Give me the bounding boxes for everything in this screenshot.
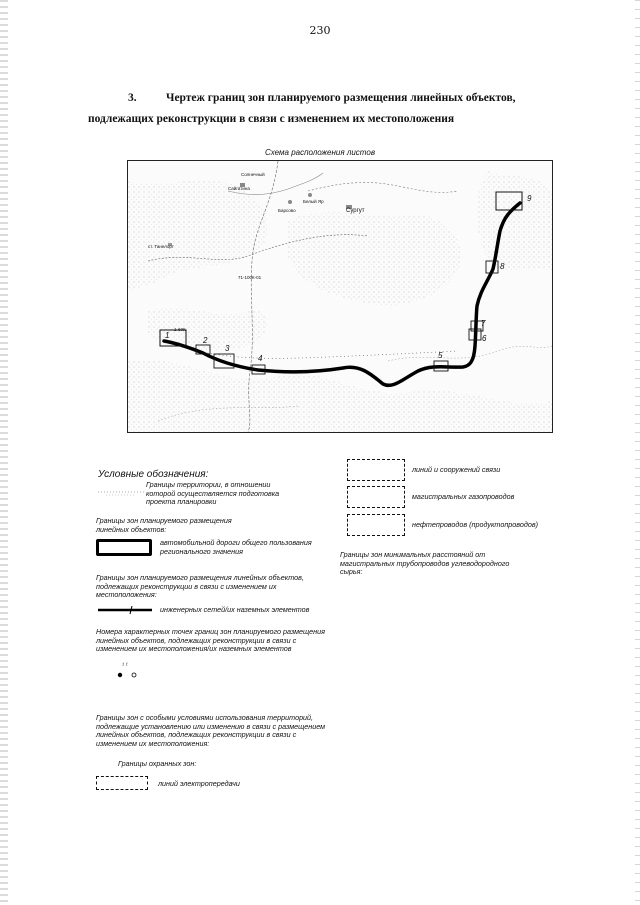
map-caption: Схема расположения листов xyxy=(264,148,376,157)
sheet-number-6: 6 xyxy=(482,334,487,343)
legend-gas: магистральных газопроводов xyxy=(412,492,515,501)
place-label: Сургут xyxy=(346,208,365,214)
point-marker-labels: ¹ ¹ xyxy=(122,663,128,669)
section-number: 3. xyxy=(128,92,137,104)
legend-heading: Условные обозначения: xyxy=(98,469,209,480)
map-drawing xyxy=(128,161,552,432)
point-marker-symbols xyxy=(116,664,146,680)
sheet-number-2: 2 xyxy=(203,336,208,345)
place-label: Белый Яр xyxy=(303,199,324,204)
legend-points-heading: Номера характерных точек границ зон планируемого размещения линейных объектов, подлежащих реконструкции в связи с изменением их местоположения/их наземных элементов xyxy=(96,627,325,653)
terrain-area xyxy=(288,212,461,305)
sheet-layout-map xyxy=(127,160,553,433)
legend-power-lines: линий электропередачи xyxy=(158,779,240,788)
legend-min-distance: Границы зон минимальных расстояний от магистральных трубопроводов углеводородного сырья: xyxy=(340,550,510,576)
legend-road: автомобильной дороги общего пользования регионального значения xyxy=(160,538,312,556)
gas-zone-symbol xyxy=(347,486,405,508)
oil-zone-symbol xyxy=(347,514,405,536)
sheet-number-3: 3 xyxy=(225,344,230,353)
sheet-number-7: 7 xyxy=(481,319,486,328)
page-number: 230 xyxy=(309,24,331,37)
legend-engineering: инженерных сетей/их наземных элементов xyxy=(160,605,310,614)
power-line-zone-symbol xyxy=(96,776,148,790)
legend-oil: нефтепроводов (продуктопроводов) xyxy=(412,520,538,529)
legend-reconstruction-heading: Границы зон планируемого размещения линейных объектов, подлежащих реконструкции в связи с изменением их местоположения: xyxy=(96,573,304,599)
legend-zones-heading: Границы зон планируемого размещения линейных объектов: xyxy=(96,516,232,534)
place-label: Солнечный xyxy=(241,172,265,177)
place-label: Сайгатина xyxy=(228,186,250,191)
place-label: 71-100К-01 xyxy=(238,275,262,280)
scan-edge-left xyxy=(0,0,8,905)
legend-territory-boundary: Границы территории, в отношении которой осуществляется подготовка проекта планировки xyxy=(146,480,280,506)
section-title-line1: Чертеж границ зон планируемого размещения линейных объектов, xyxy=(166,92,516,104)
section-title xyxy=(88,88,608,130)
scan-edge-right xyxy=(635,0,640,905)
sheet-number-5: 5 xyxy=(438,351,443,360)
engineering-zone-symbol xyxy=(96,604,156,616)
sheet-number-9: 9 xyxy=(527,194,532,203)
sheet-number-4: 4 xyxy=(258,354,263,363)
terrain-area xyxy=(148,308,267,350)
town-symbol xyxy=(288,200,292,204)
territory-boundary-symbol xyxy=(96,484,146,500)
legend-special-heading: Границы зон с особыми условиями использования территорий, подлежащие установлению или изменению в связи с размещением линейных объектов, подлежащих реконструкции в связи с изменением их местоположения: xyxy=(96,713,326,748)
sheet-number-8: 8 xyxy=(500,262,505,271)
place-label: Барсово xyxy=(278,208,296,213)
town-symbol xyxy=(308,193,312,197)
legend-comm-lines: линий и сооружений связи xyxy=(412,465,501,474)
road-zone-symbol xyxy=(96,539,152,556)
place-label: 1-60К xyxy=(174,327,186,332)
comm-line-zone-symbol xyxy=(347,459,405,481)
legend-protection-heading: Границы охранных зон: xyxy=(118,759,197,768)
terrain-area xyxy=(477,171,552,271)
road-line xyxy=(308,183,458,193)
place-label: ст. Танелорт xyxy=(148,244,174,249)
sheet-number-1: 1 xyxy=(165,331,170,340)
terrain-area xyxy=(128,359,552,432)
section-title-line2: подлежащих реконструкции в связи с изменением их местоположения xyxy=(88,113,455,125)
